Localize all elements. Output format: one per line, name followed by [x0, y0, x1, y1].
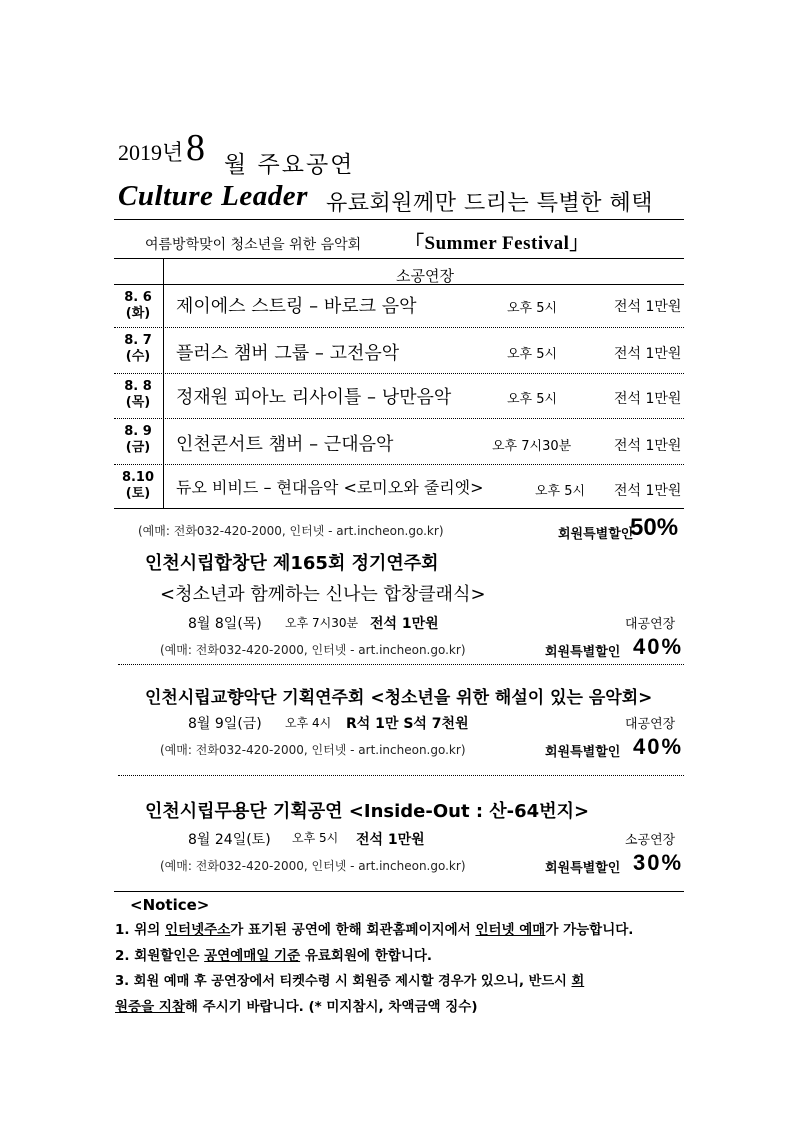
- booking-info: (예매: 전화032-420-2000, 인터넷 - art.incheon.go.kr): [160, 743, 466, 757]
- section-price: 전석 1만원: [356, 832, 425, 848]
- notice-item-2: 2. 회원할인은 공연예매일 기준 유료회원에 한합니다.: [115, 948, 433, 964]
- section-title: 인천시립합창단 제165회 정기연주회: [145, 553, 439, 574]
- performance-time: 오후 5시: [535, 484, 586, 499]
- table-row-date: 8. 9 (금): [124, 424, 152, 455]
- performance-price: 전석 1만원: [614, 346, 682, 362]
- table-row-date: 8. 7 (수): [124, 333, 152, 364]
- section-date: 8월 24일(토): [188, 832, 271, 848]
- performance-title: 제이에스 스트링 – 바로크 음악: [176, 296, 417, 317]
- performance-time: 오후 5시: [507, 301, 558, 316]
- discount-value: 50%: [630, 514, 679, 541]
- row-divider: [114, 373, 684, 374]
- festival-intro: 여름방학맞이 청소년을 위한 음악회: [145, 237, 362, 253]
- title-month: 8: [186, 127, 205, 169]
- notice-item-1: 1. 위의 인터넷주소가 표기된 공연에 한해 회관홈페이지에서 인터넷 예매가 가능합니다.: [115, 922, 634, 938]
- festival-title: 「Summer Festival」: [405, 233, 589, 254]
- discount-label: 회원특별할인: [545, 745, 621, 760]
- divider: [114, 891, 684, 892]
- performance-time: 오후 7시30분: [492, 439, 572, 454]
- section-venue: 소공연장: [625, 833, 676, 848]
- section-venue: 대공연장: [625, 617, 676, 632]
- discount-value: 30%: [633, 850, 684, 875]
- table-header-border: [114, 284, 684, 285]
- booking-info: (예매: 전화032-420-2000, 인터넷 - art.incheon.go.kr): [160, 859, 466, 873]
- row-divider: [114, 464, 684, 465]
- section-price: 전석 1만원: [370, 616, 439, 632]
- booking-info: (예매: 전화032-420-2000, 인터넷 - art.incheon.go.kr): [160, 643, 466, 657]
- table-row-date: 8.10 (토): [121, 470, 155, 501]
- table-column-divider: [163, 258, 164, 509]
- performance-time: 오후 5시: [507, 347, 558, 362]
- discount-label: 회원특별할인: [558, 527, 634, 542]
- section-time: 오후 7시30분: [285, 616, 359, 630]
- discount-value: 40%: [633, 734, 684, 759]
- section-price: R석 1만 S석 7천원: [346, 716, 469, 732]
- section-title: 인천시립교향악단 기획연주회 <청소년을 위한 해설이 있는 음악회>: [145, 688, 653, 708]
- section-subtitle: <청소년과 함께하는 신나는 합창클래식>: [160, 584, 486, 605]
- divider: [114, 219, 684, 220]
- discount-value: 40%: [633, 634, 684, 659]
- row-divider: [114, 418, 684, 419]
- title-text: 월 주요공연: [224, 152, 355, 178]
- performance-title: 플러스 챔버 그룹 – 고전음악: [176, 343, 400, 364]
- brand-subtitle: 유료회원께만 드리는 특별한 혜택: [326, 191, 654, 216]
- performance-title: 정재원 피아노 리사이틀 – 낭만음악: [176, 387, 452, 408]
- row-divider: [114, 327, 684, 328]
- performance-price: 전석 1만원: [614, 391, 682, 407]
- discount-label: 회원특별할인: [545, 645, 621, 660]
- performance-price: 전석 1만원: [614, 438, 682, 454]
- performance-time: 오후 5시: [507, 392, 558, 407]
- notice-item-3-cont: 원증을 지참해 주시기 바랍니다. (* 미지참시, 차액금액 징수): [115, 999, 478, 1015]
- notice-heading: <Notice>: [130, 896, 210, 914]
- performance-title: 듀오 비비드 – 현대음악 <로미오와 줄리엣>: [176, 478, 484, 497]
- title-year: 2019년: [118, 140, 184, 165]
- section-title: 인천시립무용단 기획공연 <Inside-Out : 산-64번지>: [145, 801, 590, 822]
- section-venue: 대공연장: [625, 717, 676, 732]
- booking-info: (예매: 전화032-420-2000, 인터넷 - art.incheon.go.kr): [138, 524, 444, 538]
- section-time: 오후 4시: [285, 716, 332, 730]
- table-bottom-border: [114, 508, 684, 509]
- performance-price: 전석 1만원: [614, 299, 682, 315]
- table-top-border: [114, 258, 684, 259]
- notice-item-3: 3. 회원 예매 후 공연장에서 티켓수령 시 회원증 제시할 경우가 있으니, 반드시 회: [115, 974, 585, 989]
- performance-price: 전석 1만원: [614, 483, 682, 499]
- festival-venue: 소공연장: [396, 267, 454, 285]
- brand-name: Culture Leader: [118, 180, 308, 212]
- section-time: 오후 5시: [292, 831, 339, 845]
- table-row-date: 8. 6 (화): [124, 290, 152, 321]
- table-row-date: 8. 8 (목): [124, 379, 152, 410]
- section-divider: [118, 775, 684, 776]
- section-date: 8월 9일(금): [188, 716, 262, 732]
- discount-label: 회원특별할인: [545, 861, 621, 876]
- performance-title: 인천콘서트 챔버 – 근대음악: [176, 434, 394, 455]
- section-divider: [118, 664, 684, 665]
- section-date: 8월 8일(목): [188, 616, 262, 632]
